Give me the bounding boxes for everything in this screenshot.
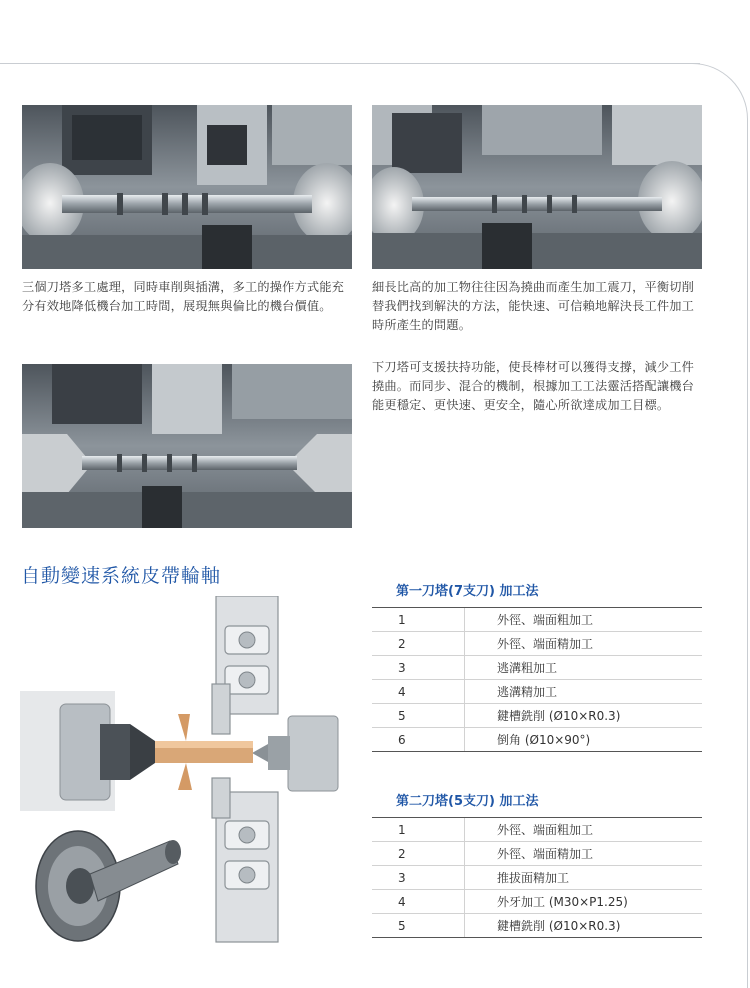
step-operation: 逃溝粗加工	[465, 656, 703, 680]
step-operation: 鍵槽銑削 (Ø10×R0.3)	[465, 704, 703, 728]
table-row	[372, 680, 702, 704]
page-frame-right	[747, 140, 748, 988]
step-operation: 推拔面精加工	[465, 866, 703, 890]
table-row	[372, 842, 702, 866]
table-row	[372, 914, 702, 938]
step-number: 2	[372, 842, 465, 866]
turret2-process-table	[372, 818, 702, 938]
table-row	[372, 890, 702, 914]
step-number: 3	[372, 866, 465, 890]
step-number: 4	[372, 890, 465, 914]
step-number: 2	[372, 632, 465, 656]
table-row	[372, 866, 702, 890]
step-number: 1	[372, 608, 465, 632]
step-number: 1	[372, 818, 465, 842]
table-row	[372, 632, 702, 656]
step-number: 5	[372, 704, 465, 728]
pulley-shaft-illustration	[20, 596, 350, 968]
table-row	[372, 608, 702, 632]
paragraph-lower-turret: 下刀塔可支援扶持功能，使長棒材可以獲得支撐，減少工件撓曲。而同步、混合的機制，根據加工工法靈活搭配讓機台能更穩定、更快速、更安全，隨心所欲達成加工目標。	[372, 360, 695, 412]
step-operation: 逃溝精加工	[465, 680, 703, 704]
page-frame-top	[0, 63, 700, 64]
step-operation: 外徑、端面精加工	[465, 632, 703, 656]
step-number: 3	[372, 656, 465, 680]
turret1-process-table	[372, 608, 702, 752]
step-operation: 外徑、端面粗加工	[465, 608, 703, 632]
table-row	[372, 656, 702, 680]
photo-lower-turret-support	[22, 364, 352, 528]
turret2-table-title: 第二刀塔(5支刀) 加工法	[396, 794, 539, 809]
step-number: 5	[372, 914, 465, 938]
paragraph-three-turret: 三個刀塔多工處理，同時車削與插溝，多工的操作方式能充分有效地降低機台加工時間，展現無與倫比的機台價值。	[22, 280, 345, 313]
photo-slender-workpiece	[372, 105, 702, 269]
step-operation: 鍵槽銑削 (Ø10×R0.3)	[465, 914, 703, 938]
step-operation: 外牙加工 (M30×P1.25)	[465, 890, 703, 914]
step-operation: 外徑、端面粗加工	[465, 818, 703, 842]
step-number: 4	[372, 680, 465, 704]
step-operation: 倒角 (Ø10×90°)	[465, 728, 703, 752]
step-operation: 外徑、端面精加工	[465, 842, 703, 866]
step-number: 6	[372, 728, 465, 752]
photo-three-turret-machining	[22, 105, 352, 269]
table-row	[372, 704, 702, 728]
turret1-table-title: 第一刀塔(7支刀) 加工法	[396, 584, 539, 599]
table-row	[372, 728, 702, 752]
paragraph-slender-workpiece: 細長比高的加工物往往因為撓曲而產生加工震刀，平衡切削替我們找到解決的方法，能快速、可信賴地解決長工件加工時所產生的問題。	[372, 280, 695, 332]
table-row	[372, 818, 702, 842]
section-title: 自動變速系統皮帶輪軸	[21, 565, 222, 587]
